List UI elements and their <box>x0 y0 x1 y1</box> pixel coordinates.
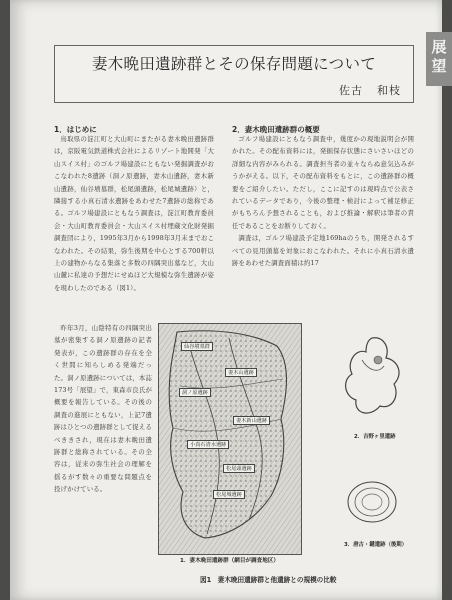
section1-paragraph-1: 鳥取県の淀江町と大山町にまたがる妻木晩田遺跡群は，京阪電気鉄道株式会社によるリゾート地開発「大山スイス村」のゴルフ場建設にともない発掘調査がおこなわれた8遺跡（洞ノ原遺跡，妻木山遺跡，妻木新山遺跡，仙谷墳墓群，松尾頭遺跡，松尾城遺跡）と，隣接する小真石清水遺跡をあわせた7遺跡の総称である。ゴルフ場建設にともなう調査は，淀江町教育委員会・大山町教育委員会・大山スイス村埋蔵文化財発掘調査団により，1995年3月から1998年3月末までおこなわれた。その結果，弥生後期を中心とする700軒以上の建物からなる集落と多数の四隅突出墓など，大山山麓に私達の予想だにせぬほど大規模な弥生遺跡が姿を現わしたのである（図1）。 <box>54 135 214 292</box>
figure-caption: 図1 妻木晩田遺跡群と他遺跡との規模の比較 <box>200 576 337 584</box>
section1-body-top <box>54 133 214 325</box>
site-map <box>158 323 302 555</box>
karako-kagi-sketch <box>340 470 406 532</box>
yoshinogari-sketch <box>332 330 412 430</box>
section2-paragraph-1: ゴルフ場建設にともなう調査中，幾度かの現地説明会が開かれた。その配布資料には，発掘保存状態にさいさいほどの詳細な内容がみられる。調査担当者の並々ならぬ意気込みがうかがえる。以下，その配布資料をもとに，この遺跡群の概要をご紹介したい。ただし，ここに記すのは現時点で公表されているデータであり，今後の整理・検討によって補足修正がもちろん予想されることも，および推論・解釈は筆者の責任であることをお断りしておく。 <box>232 135 414 230</box>
section2-paragraph-2: 調査は，ゴルフ場建設予定地169haのうち，開発されるすべての見用頭墓を対象におこなわれた。それに小真石清水遺跡をあわせた調査面積は約17 <box>232 234 414 268</box>
section1-body-bottom <box>54 322 152 574</box>
caption-karako-kagi: 3．唐古・鍵遺跡（後期） <box>344 542 408 548</box>
caption-yoshinogari: 2．吉野ヶ里遺跡 <box>354 434 396 440</box>
section-tab: 展望 <box>426 32 452 86</box>
author-given: 和枝 <box>377 84 401 97</box>
section1-heading: 1．はじめに <box>54 125 97 134</box>
map-label-komaishi: 小真石清水遺跡 <box>187 440 229 449</box>
article-title: 妻木晩田遺跡群とその保存問題について <box>91 55 377 73</box>
book-page <box>10 0 447 600</box>
map-label-matsuo-gashira: 松尾頭遺跡 <box>223 464 255 473</box>
section2-heading: 2．妻木晩田遺跡群の概要 <box>232 125 320 134</box>
title-box <box>54 45 414 103</box>
section1-paragraph-2: 昨年3月，山陰特有の四隅突出墓が密集する洞ノ原遺跡の記者発表が，この遺跡群の存在を全く世間に知らしめる発端だった。洞ノ原遺跡については，本誌173号「展望」で，東森市良氏が概要を報告している。その後の調査の進展にともない，上記7遺跡はひとつの遺跡群として捉えるべききされ，現在は妻木晩田遺跡群と総称されている。その全容は，従来の弥生社会の理解を揺るがす数々の重要な問題点を投げかけている。 <box>54 324 152 494</box>
map-label-mukisan: 妻木山遺跡 <box>225 368 257 377</box>
map-terrain <box>159 324 301 554</box>
map-label-donohara: 洞ノ原遺跡 <box>179 388 211 397</box>
map-label-matsuo-jo: 松尾城遺跡 <box>213 490 245 499</box>
map-label-sendani: 仙谷墳墓群 <box>181 342 213 351</box>
map-caption: 1．妻木晩田遺跡群（網目が調査地区） <box>180 558 279 564</box>
map-label-mukishinzan: 妻木新山遺跡 <box>233 416 270 425</box>
author-name <box>339 82 401 98</box>
author-family: 佐古 <box>339 84 363 97</box>
section2-body <box>232 133 414 319</box>
